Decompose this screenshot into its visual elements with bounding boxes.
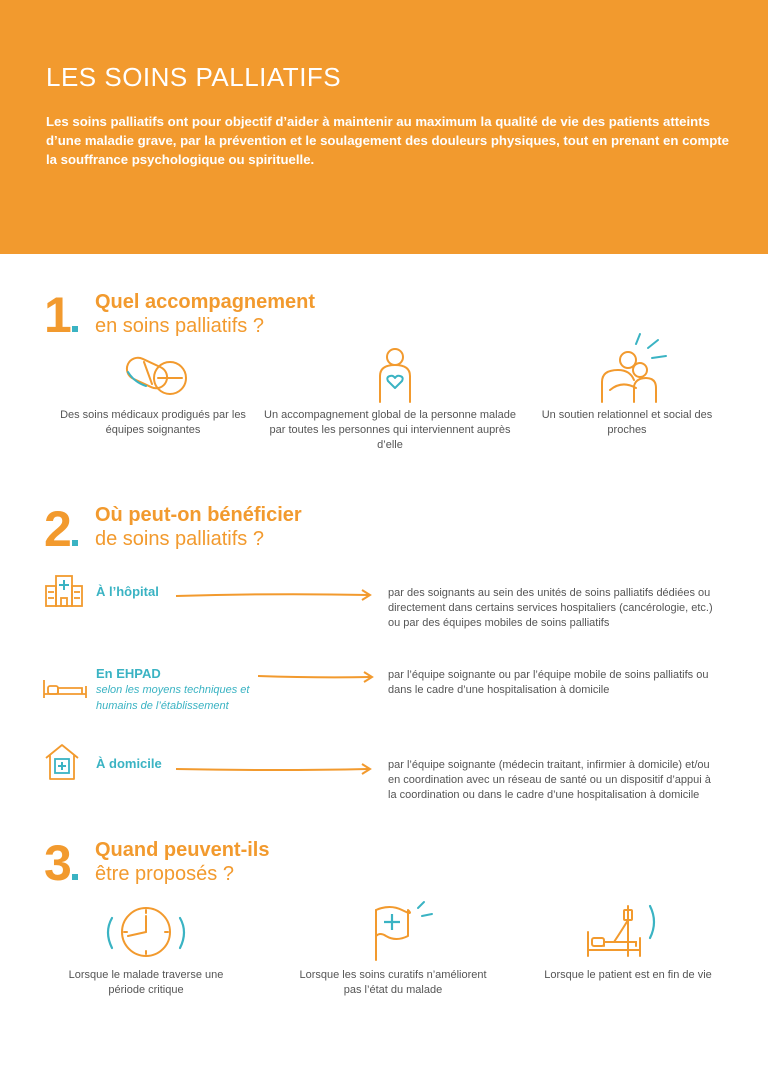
page-title: LES SOINS PALLIATIFS xyxy=(46,62,342,92)
arrow-home xyxy=(176,762,376,776)
flag-cross-icon xyxy=(368,896,438,962)
section-3-title xyxy=(95,838,269,886)
desc-hospital: par des soignants au sein des unités de soins palliatifs dédiées ou directement dans certains services hospitaliers (cancérologie, etc.) ou par des équipes mobiles de soins palliatifs xyxy=(388,587,713,629)
person-heart-icon xyxy=(372,346,418,404)
section-3-number: 3 xyxy=(44,835,72,891)
arrow-hospital xyxy=(176,588,376,602)
section-3-dot xyxy=(72,874,78,880)
caption-global-support: Un accompagnement global de la personne malade par toutes les personnes qui interviennent auprès d’elle xyxy=(264,409,516,451)
clock-icon xyxy=(100,900,192,962)
arrow-ehpad xyxy=(258,670,378,684)
section-1-dot xyxy=(72,326,78,332)
section-2-title-bold: Où peut-on bénéficier xyxy=(95,504,302,526)
home-cross-icon xyxy=(42,742,82,782)
place-ehpad-note: selon les moyens techniques et humains de l’établissement xyxy=(96,684,250,712)
section-2-dot xyxy=(72,540,78,546)
section-1-number: 1 xyxy=(44,287,72,343)
pills-icon xyxy=(120,352,190,400)
hospital-bed-icon xyxy=(584,898,664,960)
place-ehpad: En EHPAD xyxy=(96,666,161,681)
section-2-title-light: de soins palliatifs ? xyxy=(95,528,264,550)
place-home: À domicile xyxy=(96,756,162,771)
desc-home: par l’équipe soignante (médecin traitant, infirmier à domicile) et/ou en coordination avec un réseau de santé ou un dispositif d’appui à la coordination ou dans le cadre d’une hospitalisation à domicile xyxy=(388,759,711,801)
section-2-title xyxy=(95,503,302,551)
section-1-title xyxy=(95,290,315,338)
section-3-title-bold: Quand peuvent-ils xyxy=(95,839,270,861)
bed-icon xyxy=(42,676,88,700)
embrace-icon xyxy=(596,330,676,404)
caption-curative-care: Lorsque les soins curatifs n’améliorent pas l’état du malade xyxy=(299,969,487,996)
desc-ehpad: par l’équipe soignante ou par l’équipe mobile de soins palliatifs ou dans le cadre d’une hospitalisation à domicile xyxy=(388,669,709,696)
intro-text: Les soins palliatifs ont pour objectif d’aider à maintenir au maximum la qualité de vie des patients atteints d’une maladie grave, par la prévention et le soulagement des douleurs physiques, tout en prenant en compte la souffrance psychologique ou spirituelle. xyxy=(46,114,729,167)
caption-end-of-life: Lorsque le patient est en fin de vie xyxy=(544,969,712,981)
place-hospital: À l’hôpital xyxy=(96,584,159,599)
caption-medical-care: Des soins médicaux prodigués par les équipes soignantes xyxy=(60,409,246,436)
section-2-number: 2 xyxy=(44,501,72,557)
section-1-title-light: en soins palliatifs ? xyxy=(95,315,264,337)
caption-critical-period: Lorsque le malade traverse une période critique xyxy=(68,969,224,996)
caption-relational-support: Un soutien relationnel et social des proches xyxy=(541,409,713,436)
hospital-icon xyxy=(44,572,84,608)
section-3-title-light: être proposés ? xyxy=(95,863,234,885)
section-1-title-bold: Quel accompagnement xyxy=(95,291,316,313)
